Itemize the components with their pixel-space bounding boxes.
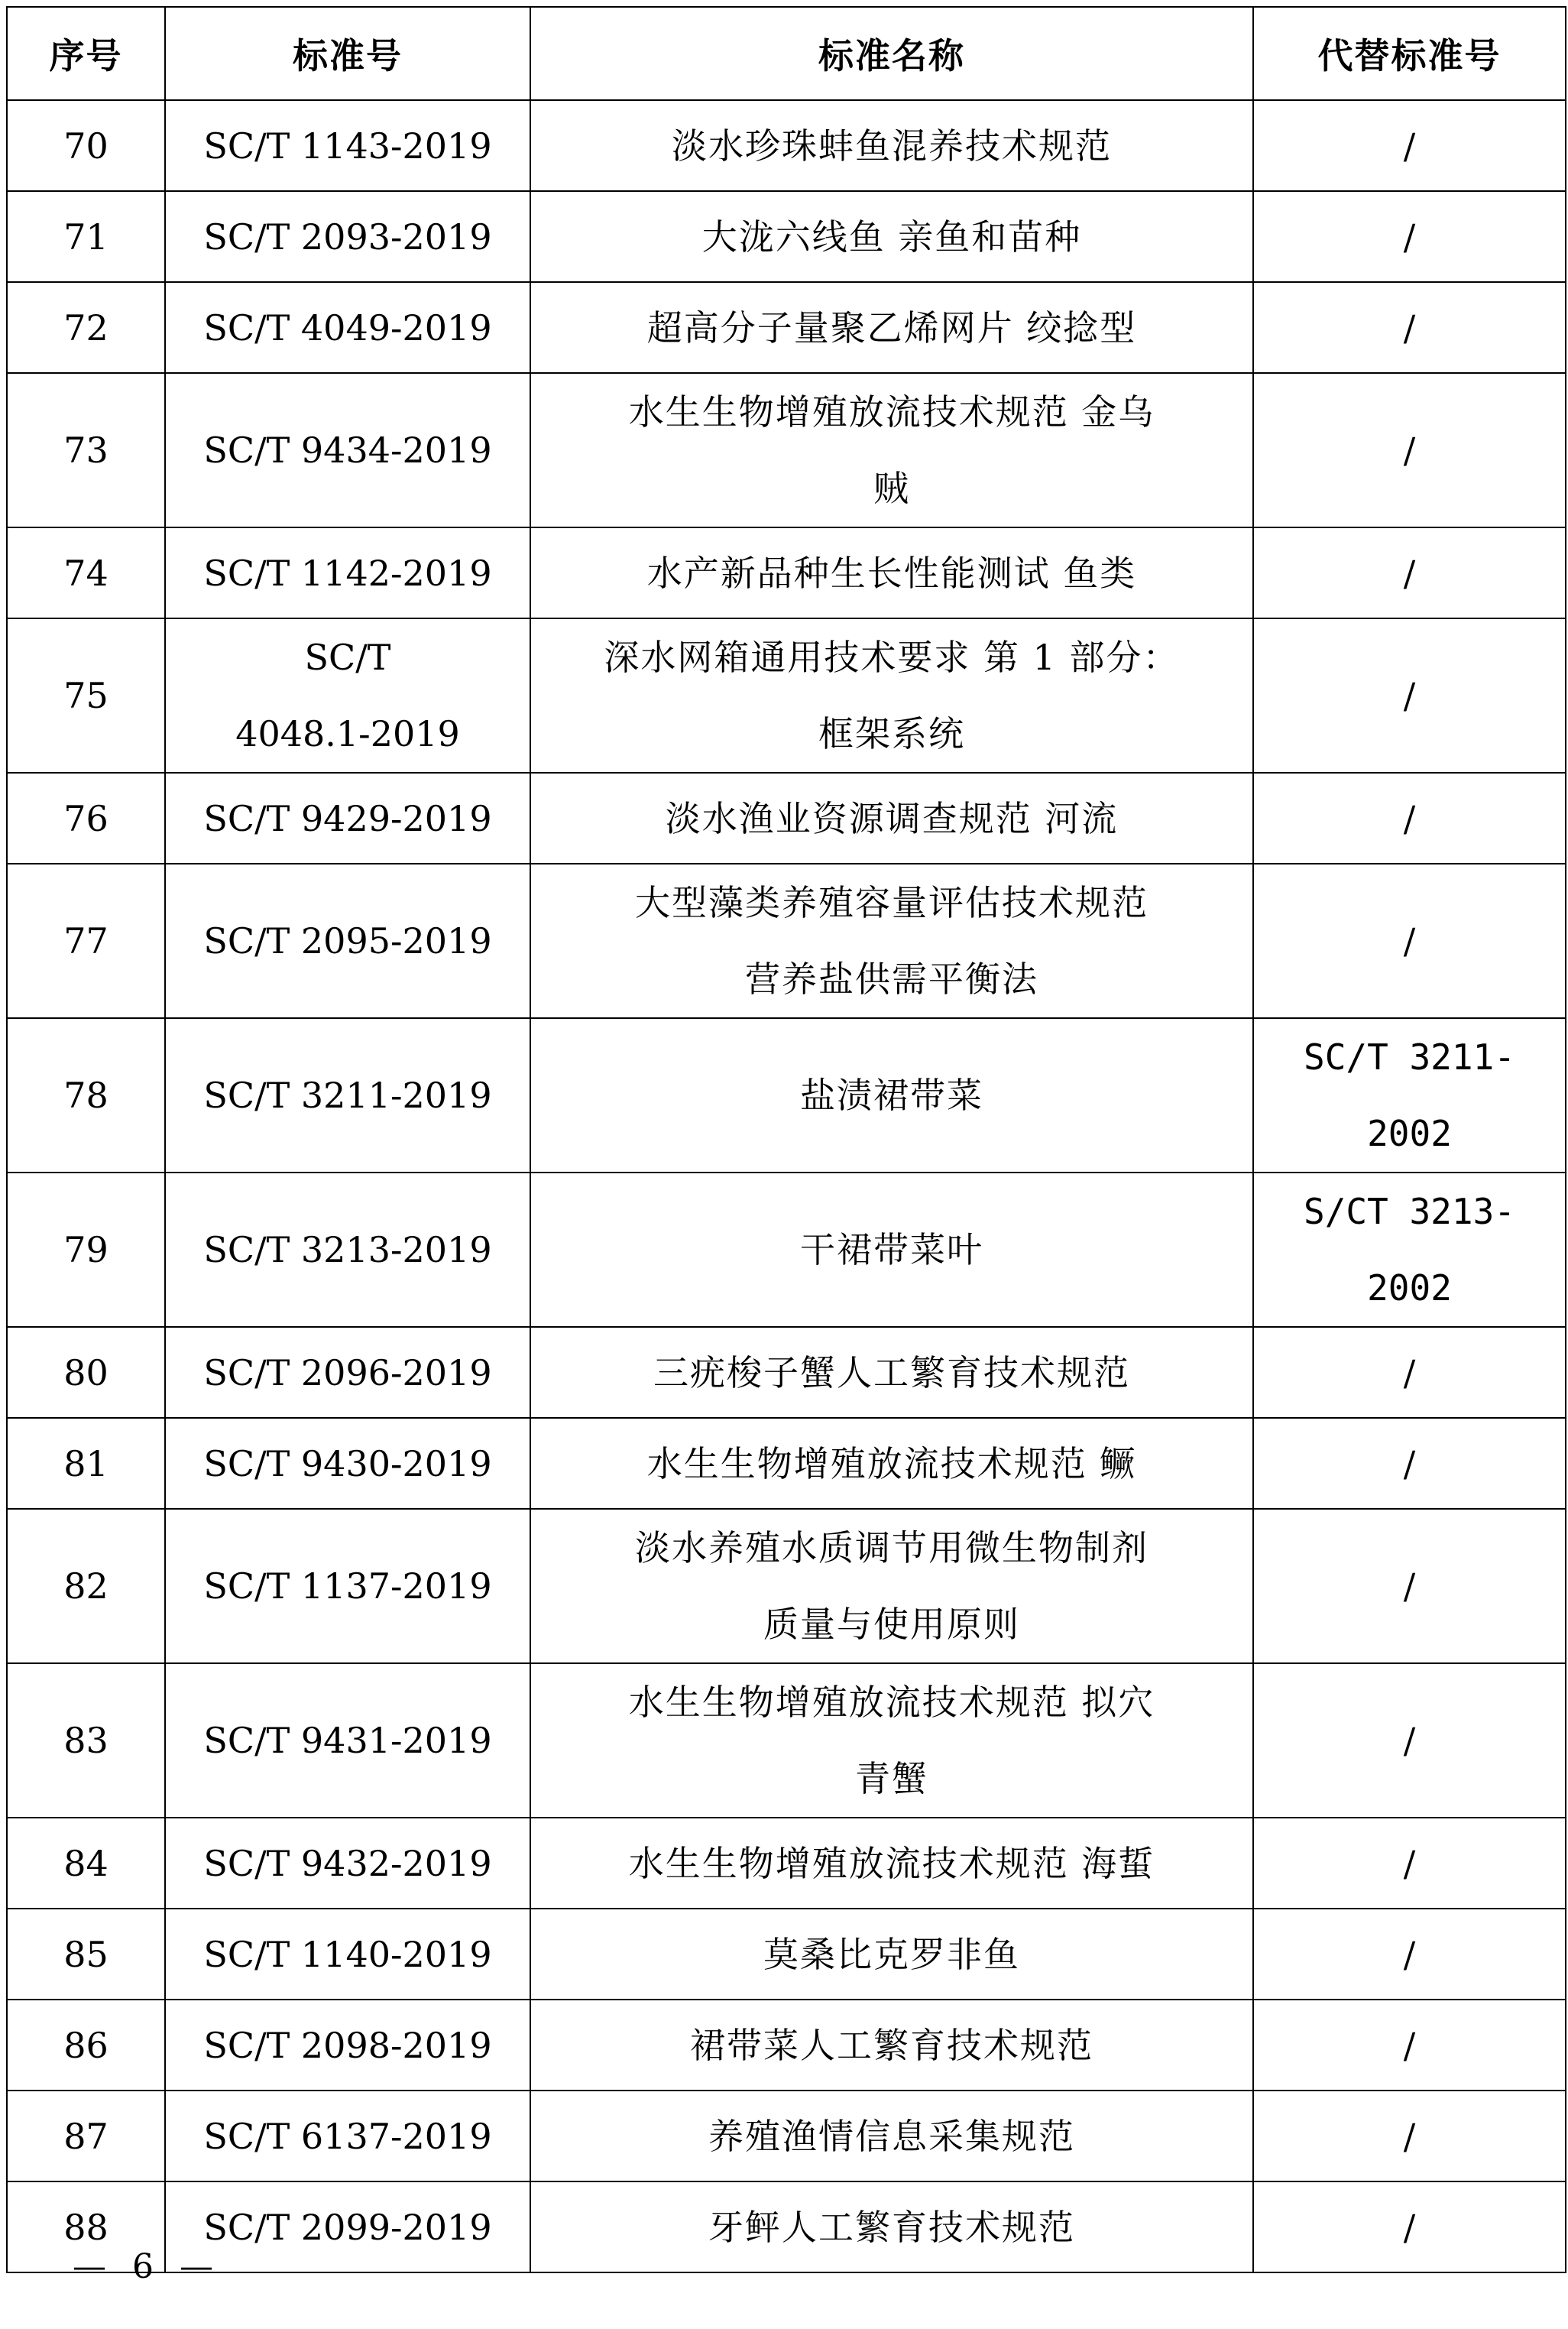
table-row [7, 1173, 1566, 1327]
standard-number-cell [165, 1509, 530, 1663]
replaced-standard-cell: / [1253, 191, 1566, 282]
standard-number-cell [165, 191, 530, 282]
replaced-standard-cell: / [1253, 864, 1566, 1018]
standard-name-cell [530, 1173, 1253, 1327]
standard-number-cell [165, 1818, 530, 1909]
standard-number-line: SC/T 2098-2019 [203, 2024, 492, 2066]
standard-name-line: 质量与使用原则 [763, 1604, 1020, 1645]
serial-number-cell: 83 [7, 1663, 165, 1818]
standard-number-cell [165, 864, 530, 1018]
replaced-standard-cell: / [1253, 1509, 1566, 1663]
serial-number-cell: 88 [7, 2181, 165, 2272]
page-number: — 6 — [73, 2247, 221, 2286]
standard-name-line: 水生生物增殖放流技术规范 海蜇 [628, 1842, 1155, 1884]
standard-name-line: 大型藻类养殖容量评估技术规范 [635, 882, 1148, 923]
standard-number-line: SC/T 3213-2019 [203, 1229, 492, 1270]
table-row [7, 2091, 1566, 2181]
standard-number-cell [165, 2000, 530, 2091]
standard-name-cell [530, 2181, 1253, 2272]
standard-name-line: 干裙带菜叶 [800, 1229, 983, 1270]
standard-name-line: 三疣梭子蟹人工繁育技术规范 [653, 1351, 1130, 1393]
standard-number-line: SC/T 9432-2019 [203, 1842, 492, 1884]
standard-number-cell [165, 2091, 530, 2181]
table-row [7, 1509, 1566, 1663]
standard-number-cell [165, 1327, 530, 1418]
standard-number-cell [165, 100, 530, 191]
table-row [7, 618, 1566, 773]
standard-name-cell [530, 773, 1253, 864]
replaced-standard-cell: / [1253, 773, 1566, 864]
table-row [7, 1818, 1566, 1909]
standard-number-line: SC/T 2096-2019 [203, 1351, 492, 1393]
standard-name-line: 盐渍裙带菜 [800, 1075, 983, 1116]
serial-number-cell: 75 [7, 618, 165, 773]
serial-number-cell: 86 [7, 2000, 165, 2091]
standard-name-line: 水生生物增殖放流技术规范 鳜 [646, 1442, 1137, 1484]
standard-name-cell [530, 191, 1253, 282]
header-replaced-standard: 代替标准号 [1253, 7, 1566, 100]
table-row [7, 2000, 1566, 2091]
serial-number-cell: 70 [7, 100, 165, 191]
replaced-standard-cell: / [1253, 527, 1566, 618]
table-row [7, 864, 1566, 1018]
standard-number-cell [165, 773, 530, 864]
standard-name-cell [530, 2091, 1253, 2181]
replaced-standard-cell: / [1253, 1418, 1566, 1509]
standard-name-line: 裙带菜人工繁育技术规范 [690, 2024, 1093, 2066]
serial-number-cell: 79 [7, 1173, 165, 1327]
standard-number-cell [165, 1418, 530, 1509]
header-serial-number: 序号 [7, 7, 165, 100]
replaced-standard-cell: / [1253, 282, 1566, 373]
serial-number-cell: 74 [7, 527, 165, 618]
standard-number-line: SC/T 2095-2019 [203, 920, 492, 962]
standard-name-cell [530, 1909, 1253, 2000]
standard-name-line: 水生生物增殖放流技术规范 金乌 [628, 391, 1155, 433]
standard-name-cell [530, 100, 1253, 191]
standard-number-line: SC/T 2099-2019 [203, 2206, 492, 2248]
serial-number-cell: 78 [7, 1018, 165, 1173]
table-body [7, 100, 1566, 2272]
standard-name-cell [530, 1018, 1253, 1173]
header-standard-name: 标准名称 [530, 7, 1253, 100]
standard-name-cell [530, 527, 1253, 618]
table-row [7, 282, 1566, 373]
standard-number-line: 4048.1-2019 [235, 713, 460, 754]
standard-name-line: 深水网箱通用技术要求 第 1 部分： [604, 637, 1180, 678]
table-header-row [7, 7, 1566, 100]
header-standard-number: 标准号 [165, 7, 530, 100]
table-row [7, 1018, 1566, 1173]
standard-name-line: 营养盐供需平衡法 [745, 959, 1038, 1000]
standard-number-line: SC/T 9431-2019 [203, 1720, 492, 1761]
replaced-standard-cell: / [1253, 373, 1566, 527]
table-row [7, 100, 1566, 191]
standard-name-line: 淡水渔业资源调查规范 河流 [665, 797, 1119, 839]
standard-number-cell [165, 373, 530, 527]
standard-number-line: SC/T 1137-2019 [203, 1565, 492, 1607]
serial-number-cell: 84 [7, 1818, 165, 1909]
standard-name-line: 淡水养殖水质调节用微生物制剂 [635, 1527, 1148, 1568]
replaced-standard-cell: / [1253, 2091, 1566, 2181]
standard-number-line: SC/T 9429-2019 [203, 797, 492, 839]
standard-name-cell [530, 1663, 1253, 1818]
table-row [7, 773, 1566, 864]
table-row [7, 1663, 1566, 1818]
standard-number-line: SC/T 1143-2019 [203, 125, 492, 167]
serial-number-cell: 85 [7, 1909, 165, 2000]
table-row [7, 191, 1566, 282]
replaced-standard-cell: / [1253, 1909, 1566, 2000]
standard-name-cell [530, 618, 1253, 773]
standard-name-cell [530, 282, 1253, 373]
replaced-standard-cell: / [1253, 1663, 1566, 1818]
replaced-standard-cell: / [1253, 1818, 1566, 1909]
serial-number-cell: 82 [7, 1509, 165, 1663]
serial-number-cell: 72 [7, 282, 165, 373]
table-row [7, 373, 1566, 527]
standard-number-cell [165, 1663, 530, 1818]
standard-name-cell [530, 373, 1253, 527]
standard-name-cell [530, 1509, 1253, 1663]
standard-name-cell [530, 1818, 1253, 1909]
replaced-standard-cell: / [1253, 1327, 1566, 1418]
standard-name-cell [530, 1418, 1253, 1509]
replaced-standard-cell: S/CT 3213-2002 [1253, 1173, 1566, 1327]
table-row [7, 1327, 1566, 1418]
serial-number-cell: 76 [7, 773, 165, 864]
standard-number-line: SC/T 1140-2019 [203, 1933, 492, 1975]
replaced-standard-cell: / [1253, 2181, 1566, 2272]
standard-number-line: SC/T 3211-2019 [203, 1075, 492, 1116]
serial-number-cell: 77 [7, 864, 165, 1018]
table-row [7, 2181, 1566, 2272]
replaced-standard-cell: / [1253, 100, 1566, 191]
serial-number-cell: 81 [7, 1418, 165, 1509]
standard-name-line: 牙鲆人工繁育技术规范 [708, 2206, 1075, 2248]
standard-name-cell [530, 1327, 1253, 1418]
standard-name-cell [530, 864, 1253, 1018]
replaced-standard-cell: / [1253, 618, 1566, 773]
standard-name-line: 淡水珍珠蚌鱼混养技术规范 [672, 125, 1112, 167]
standard-name-line: 框架系统 [818, 713, 965, 754]
standard-number-line: SC/T 9430-2019 [203, 1442, 492, 1484]
table-row [7, 527, 1566, 618]
standard-number-cell [165, 1018, 530, 1173]
replaced-standard-cell: SC/T 3211-2002 [1253, 1018, 1566, 1173]
table-row [7, 1909, 1566, 2000]
standard-name-line: 养殖渔情信息采集规范 [708, 2115, 1075, 2157]
serial-number-cell: 73 [7, 373, 165, 527]
serial-number-cell: 80 [7, 1327, 165, 1418]
table-row [7, 1418, 1566, 1509]
standard-name-cell [530, 2000, 1253, 2091]
standard-number-line: SC/T 2093-2019 [203, 216, 492, 258]
standard-number-cell [165, 527, 530, 618]
standard-number-line: SC/T 9434-2019 [203, 430, 492, 471]
serial-number-cell: 71 [7, 191, 165, 282]
standard-name-line: 青蟹 [855, 1758, 928, 1799]
standard-number-cell [165, 1909, 530, 2000]
standard-name-line: 水生生物增殖放流技术规范 拟穴 [628, 1682, 1155, 1723]
standard-name-line: 超高分子量聚乙烯网片 绞捻型 [646, 307, 1137, 349]
standard-number-line: SC/T [304, 637, 391, 678]
standard-number-line: SC/T 1142-2019 [203, 552, 492, 594]
standards-table [6, 6, 1566, 2273]
replaced-standard-cell: / [1253, 2000, 1566, 2091]
standard-number-cell [165, 282, 530, 373]
standard-number-line: SC/T 4049-2019 [203, 307, 492, 349]
serial-number-cell: 87 [7, 2091, 165, 2181]
standard-name-line: 贼 [873, 468, 910, 509]
standard-number-cell [165, 1173, 530, 1327]
standard-number-line: SC/T 6137-2019 [203, 2115, 492, 2157]
standard-name-line: 水产新品种生长性能测试 鱼类 [646, 552, 1137, 594]
standard-name-line: 大泷六线鱼 亲鱼和苗种 [701, 216, 1082, 258]
standard-name-line: 莫桑比克罗非鱼 [763, 1933, 1020, 1975]
standard-number-cell [165, 618, 530, 773]
